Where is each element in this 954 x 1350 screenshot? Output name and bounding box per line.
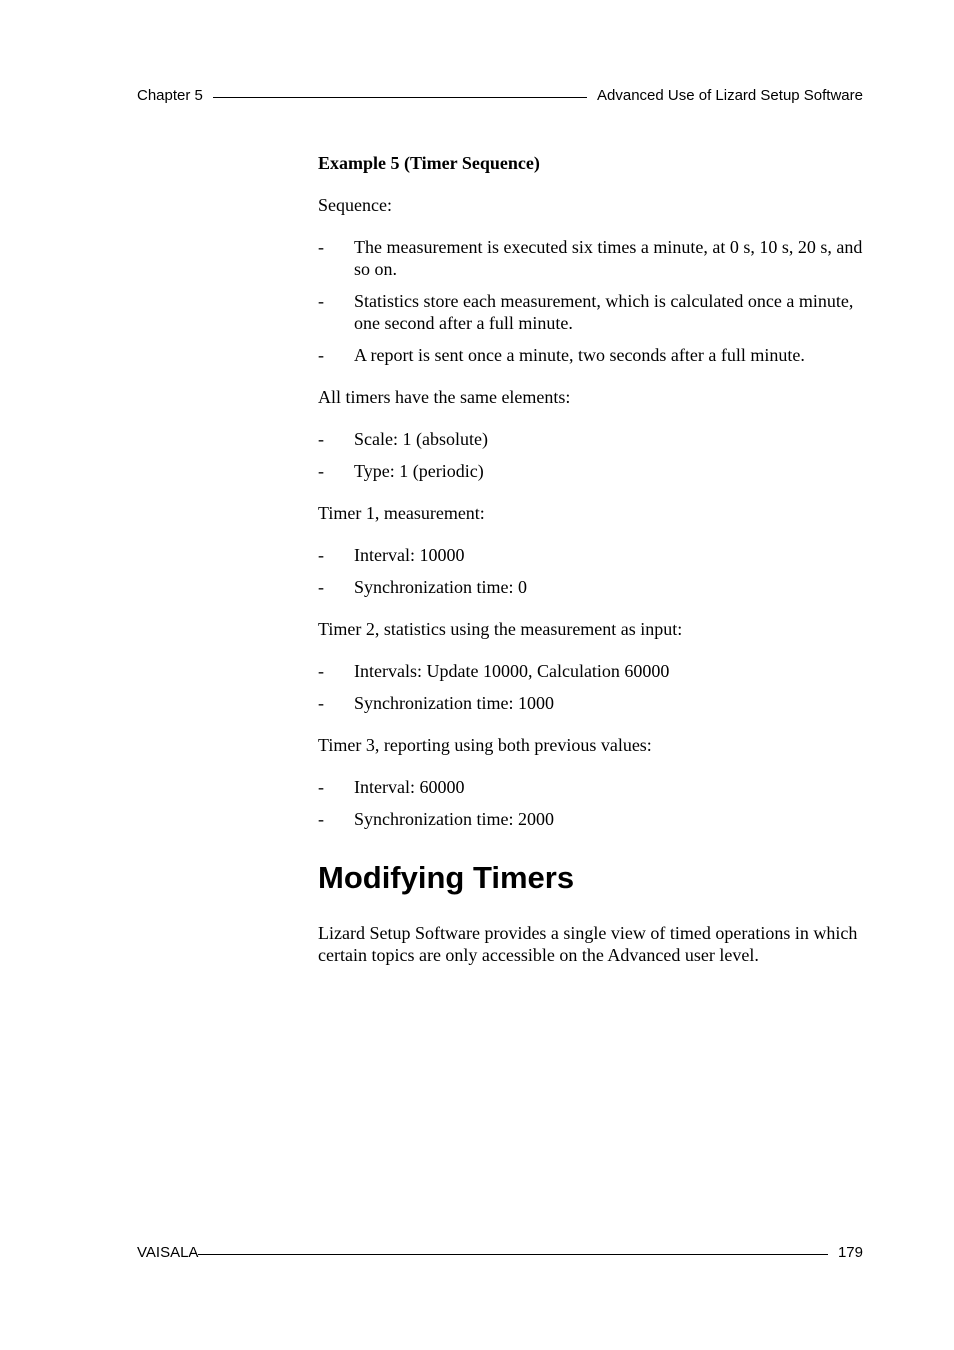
list-item xyxy=(318,576,866,598)
bullet-dash: - xyxy=(318,661,324,681)
list-item xyxy=(318,776,866,798)
header-rule xyxy=(213,97,587,98)
timer3-list xyxy=(318,776,866,830)
timer2-list xyxy=(318,660,866,714)
bullet-dash: - xyxy=(318,237,324,257)
list-item xyxy=(318,692,866,714)
sequence-list xyxy=(318,236,866,366)
bullet-dash: - xyxy=(318,291,324,311)
list-item xyxy=(318,808,866,830)
list-item-text: Synchronization time: 0 xyxy=(354,577,527,597)
all-timers-label: All timers have the same elements: xyxy=(318,387,571,407)
page-number: 179 xyxy=(837,1244,863,1261)
timer2-label: Timer 2, statistics using the measurement as input: xyxy=(318,619,683,639)
bullet-dash: - xyxy=(318,429,324,449)
example-title: Example 5 (Timer Sequence) xyxy=(318,153,540,173)
bullet-dash: - xyxy=(318,461,324,481)
footer-brand: VAISALA xyxy=(137,1244,199,1261)
list-item-text: Synchronization time: 2000 xyxy=(354,809,554,829)
bullet-dash: - xyxy=(318,809,324,829)
list-item-text: Type: 1 (periodic) xyxy=(354,461,484,481)
list-item xyxy=(318,236,866,280)
bullet-dash: - xyxy=(318,577,324,597)
section-title: Modifying Timers xyxy=(318,860,575,895)
list-item-text: Synchronization time: 1000 xyxy=(354,693,554,713)
sequence-label: Sequence: xyxy=(318,195,392,215)
bullet-dash: - xyxy=(318,545,324,565)
list-item-text: Intervals: Update 10000, Calculation 60000 xyxy=(354,661,670,681)
footer-rule xyxy=(198,1254,828,1255)
list-item xyxy=(318,344,866,366)
header-title: Advanced Use of Lizard Setup Software xyxy=(597,87,863,104)
list-item-text: A report is sent once a minute, two seconds after a full minute. xyxy=(354,345,805,365)
list-item-text: Interval: 10000 xyxy=(354,545,465,565)
all-timers-list xyxy=(318,428,866,482)
bullet-dash: - xyxy=(318,777,324,797)
list-item xyxy=(318,544,866,566)
bullet-dash: - xyxy=(318,693,324,713)
list-item-text: The measurement is executed six times a minute, at 0 s, 10 s, 20 s, and so on. xyxy=(354,237,863,279)
list-item xyxy=(318,660,866,682)
timer1-label: Timer 1, measurement: xyxy=(318,503,485,523)
page-header xyxy=(137,86,863,106)
timer1-list xyxy=(318,544,866,598)
list-item-text: Statistics store each measurement, which is calculated once a minute, one second after a full minute. xyxy=(354,291,854,333)
list-item xyxy=(318,428,866,450)
page-content xyxy=(318,152,866,966)
page-footer xyxy=(137,1243,863,1263)
list-item-text: Scale: 1 (absolute) xyxy=(354,429,488,449)
header-chapter: Chapter 5 xyxy=(137,87,203,104)
list-item-text: Interval: 60000 xyxy=(354,777,465,797)
timer3-label: Timer 3, reporting using both previous values: xyxy=(318,735,652,755)
list-item xyxy=(318,460,866,482)
bullet-dash: - xyxy=(318,345,324,365)
section-paragraph: Lizard Setup Software provides a single view of timed operations in which certain topics are only accessible on the Advanced user level. xyxy=(318,923,858,965)
list-item xyxy=(318,290,866,334)
